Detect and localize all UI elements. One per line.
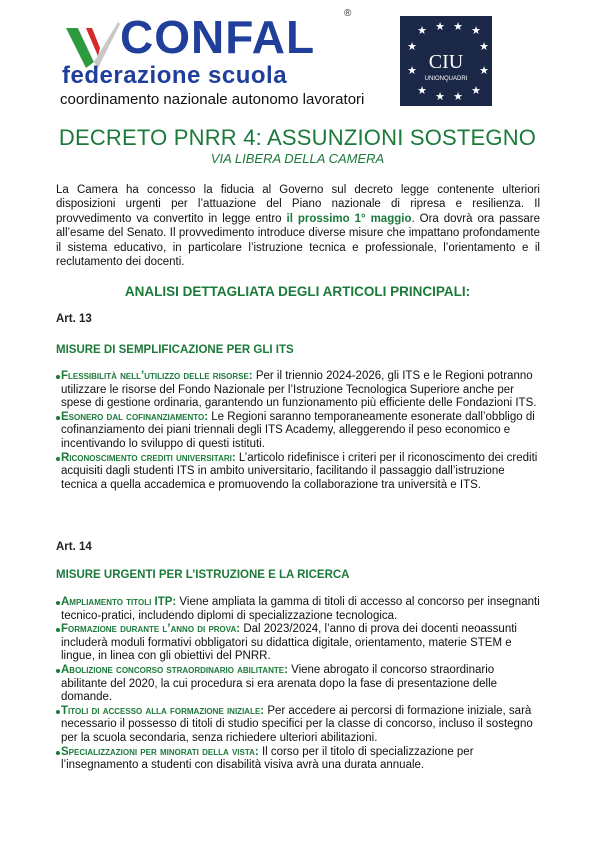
brand-subtitle: federazione scuola [62, 62, 288, 89]
list-item [56, 705, 542, 746]
bullet-icon [56, 669, 60, 673]
article-13-list [56, 370, 542, 492]
article-13-heading: MISURE DI SEMPLIFICAZIONE PER GLI ITS [56, 344, 294, 356]
item-lead: Flessibilità nell’utilizzo delle risorse: [61, 370, 253, 382]
eu-stars-icon [400, 16, 492, 106]
item-text: Per accedere ai percorsi di formazione iniziale, sarà necessario il possesso di titoli di studio specifici per la classe di concorso, incluso il sostegno per la scuola secondaria, senza richiedere ulteriori abilitazioni. [61, 704, 533, 744]
list-item [56, 664, 542, 705]
item-lead: Riconoscimento crediti universitari: [61, 451, 236, 464]
brand-tagline: coordinamento nazionale autonomo lavoratori [60, 91, 365, 108]
bullet-icon [56, 601, 60, 605]
bullet-icon [56, 457, 60, 461]
svg-text:★: ★ [407, 64, 417, 77]
svg-text:★: ★ [453, 20, 463, 33]
list-item [56, 596, 542, 623]
bullet-icon [56, 751, 60, 755]
brand-name: CONFAL [120, 11, 316, 63]
svg-text:★: ★ [417, 84, 427, 97]
article-14-list [56, 596, 542, 773]
item-text: L’articolo ridefinisce i criteri per il riconoscimento dei crediti acquisiti dagli studenti ITS in ambito universitario, facilitando il passaggio dall’istruzione tecnica a quella accademica e promuovendo la collaborazione tra università e ITS. [61, 451, 538, 491]
item-lead: Esonero dal cofinanziamento: [61, 410, 209, 423]
intro-paragraph [56, 183, 540, 269]
item-text: Viene ampliata la gamma di titoli di accesso al concorso per insegnanti tecnico-pratici, includendo diplomi di specializzazione tecnologica. [61, 596, 540, 622]
intro-text-start: La Camera ha concesso la fiducia al Governo sul decreto legge contenente ulteriori disposizioni urgenti per l’attuazione del Piano nazionale di ripresa e resilienza. Il provvedimento va convertito in legge entro [56, 184, 540, 225]
article-13-label: Art. 13 [56, 313, 92, 325]
list-item [56, 370, 542, 411]
item-lead: Titoli di accesso alla formazione iniziale: [61, 704, 265, 717]
ciu-unionquadri-logo [400, 16, 492, 106]
item-text: Viene abrogato il concorso straordinario abilitante del 2020, la cui procedura si era arenata dopo la fase di presentazione delle domande. [61, 663, 498, 704]
list-item [56, 452, 542, 493]
item-lead: Abolizione concorso straordinario abilitante: [61, 663, 288, 676]
item-text: Le Regioni saranno temporaneamente esonerate dall’obbligo di cofinanziamento dei piani triennali degli ITS Academy, alleggerendo il peso economico e incentivando lo sviluppo di questi istituti. [61, 410, 535, 450]
list-item [56, 411, 542, 452]
item-lead: Ampliamento titoli ITP: [61, 596, 177, 608]
bullet-icon [56, 628, 60, 632]
analysis-heading: ANALISI DETTAGLIATA DEGLI ARTICOLI PRINCIPALI: [124, 284, 471, 299]
item-lead: Formazione durante l’anno di prova: [61, 623, 241, 636]
svg-text:★: ★ [417, 24, 427, 37]
svg-text:★: ★ [479, 64, 489, 77]
svg-text:★: ★ [407, 40, 417, 53]
item-text: Il corso per il titolo di specializzazione per l’insegnamento a studenti con disabilità visiva avrà una durata annuale. [61, 745, 474, 772]
svg-text:★: ★ [435, 20, 445, 33]
ciu-text: CIU [428, 51, 464, 73]
item-text: Per il triennio 2024-2026, gli ITS e le Regioni potranno utilizzare le risorse del Fondo Nazionale per l’Istruzione Tecnologica Superiore anche per spese di gestione ordinaria, garantendo un funzionamento più efficiente delle Fondazioni ITS. [61, 370, 537, 410]
svg-text:★: ★ [453, 90, 463, 103]
intro-text-end: . Ora dovrà ora passare all’esame del Senato. Il provvedimento introduce diverse misure che impattano profondamente il sistema educativo, in particolare l’istruzione tecnica e professionale, l’orientamento e il reclutamento dei docenti. [56, 212, 540, 269]
intro-deadline: il prossimo 1° maggio [286, 212, 412, 225]
registered-mark: ® [344, 8, 352, 19]
page-title: DECRETO PNRR 4: ASSUNZIONI SOSTEGNO [58, 125, 537, 150]
bullet-icon [56, 375, 60, 379]
svg-text:★: ★ [479, 40, 489, 53]
item-text: Dal 2023/2024, l’anno di prova dei docenti neoassunti includerà moduli formativi obbligatori su didattica digitale, orientamento, materie STEM e lingue, in linea con gli obiettivi del PNRR. [61, 623, 517, 663]
article-14-heading: MISURE URGENTI PER L’ISTRUZIONE E LA RICERCA [56, 569, 350, 581]
svg-text:★: ★ [471, 24, 481, 37]
svg-text:★: ★ [435, 90, 445, 103]
bullet-icon [56, 416, 60, 420]
svg-text:★: ★ [471, 84, 481, 97]
list-item [56, 746, 542, 773]
article-14-label: Art. 14 [56, 541, 92, 553]
unionquadri-text: UNIONQUADRI [424, 76, 468, 82]
list-item [56, 623, 542, 664]
page-subtitle: VIA LIBERA DELLA CAMERA [210, 151, 385, 166]
item-lead: Specializzazioni per minorati della vista: [61, 745, 259, 758]
bullet-icon [56, 710, 60, 714]
